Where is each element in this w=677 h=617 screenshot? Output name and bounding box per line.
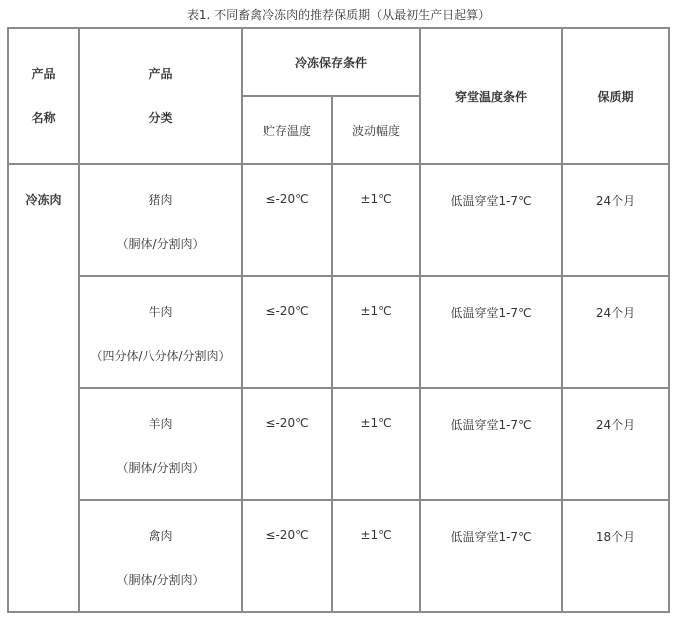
category-name: 牛肉 [148, 305, 173, 319]
category-cell [79, 500, 242, 612]
category-name: 羊肉 [148, 417, 173, 431]
fluctuation-cell: ±1℃ [332, 500, 420, 612]
table-row [8, 276, 669, 388]
category-detail: （胴体/分割肉） [116, 237, 205, 251]
header-shelf-life: 保质期 [562, 28, 669, 164]
storage-temp-cell: ≤-20℃ [242, 276, 332, 388]
thaw-cell: 低温穿堂1-7℃ [420, 500, 562, 612]
header-storage-temp: 贮存温度 [242, 96, 332, 164]
thaw-cell: 低温穿堂1-7℃ [420, 276, 562, 388]
shelf-life-table [7, 27, 670, 613]
header-product-category-line1: 产品 [148, 67, 173, 81]
product-group-label: 冷冻肉 [25, 193, 62, 207]
header-frozen-conditions: 冷冻保存条件 [242, 28, 420, 96]
table-row [8, 500, 669, 612]
shelf-life-cell: 18个月 [562, 500, 669, 612]
category-detail: （胴体/分割肉） [116, 461, 205, 475]
storage-temp-cell: ≤-20℃ [242, 500, 332, 612]
table-row [8, 388, 669, 500]
header-row-top [8, 28, 669, 96]
storage-temp-cell: ≤-20℃ [242, 164, 332, 276]
table-caption: 表1. 不同畜禽冷冻肉的推荐保质期（从最初生产日起算） [186, 8, 491, 22]
fluctuation-cell: ±1℃ [332, 388, 420, 500]
header-product-category [79, 28, 242, 164]
header-fluctuation: 波动幅度 [332, 96, 420, 164]
header-thaw-conditions: 穿堂温度条件 [420, 28, 562, 164]
storage-temp-cell: ≤-20℃ [242, 388, 332, 500]
category-detail: （胴体/分割肉） [116, 573, 205, 587]
category-detail: （四分体/八分体/分割肉） [90, 349, 231, 363]
category-name: 禽肉 [148, 529, 173, 543]
category-cell [79, 388, 242, 500]
shelf-life-cell: 24个月 [562, 164, 669, 276]
thaw-cell: 低温穿堂1-7℃ [420, 388, 562, 500]
header-product-name-line1: 产品 [31, 67, 56, 81]
shelf-life-cell: 24个月 [562, 276, 669, 388]
header-product-name-line2: 名称 [31, 111, 56, 125]
shelf-life-cell: 24个月 [562, 388, 669, 500]
header-product-name [8, 28, 79, 164]
fluctuation-cell: ±1℃ [332, 164, 420, 276]
category-name: 猪肉 [148, 193, 173, 207]
header-product-category-line2: 分类 [148, 111, 173, 125]
category-cell [79, 164, 242, 276]
category-cell [79, 276, 242, 388]
thaw-cell: 低温穿堂1-7℃ [420, 164, 562, 276]
table-row [8, 164, 669, 276]
fluctuation-cell: ±1℃ [332, 276, 420, 388]
product-group-cell [8, 164, 79, 612]
